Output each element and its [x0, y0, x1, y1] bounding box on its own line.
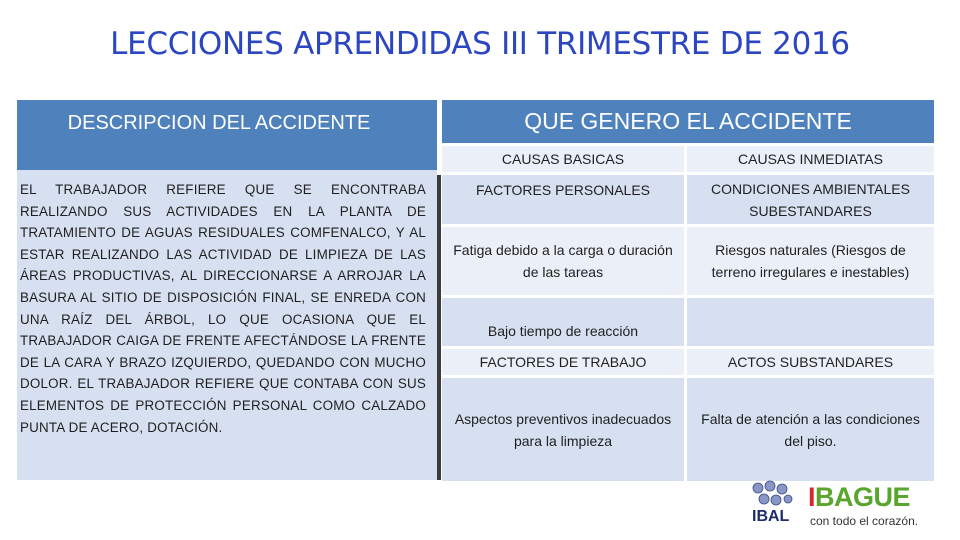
page-title: LECCIONES APRENDIDAS III TRIMESTRE DE 2016	[110, 26, 850, 62]
cell-reaction-time: Bajo tiempo de reacción	[442, 298, 684, 346]
col-header-basic-causes: CAUSAS BASICAS	[442, 146, 684, 172]
causes-header	[442, 100, 934, 143]
logo	[746, 478, 956, 540]
ibal-wordmark: IBAL	[752, 508, 790, 525]
ibague-initial: I	[808, 482, 816, 512]
panel-divider	[437, 175, 441, 480]
cell-substandard-acts: ACTOS SUBSTANDARES	[687, 349, 934, 375]
causes-heading: QUE GENERO EL ACCIDENTE	[524, 108, 852, 134]
ibague-wordmark	[808, 482, 940, 512]
molecule-icon	[748, 480, 798, 510]
description-panel	[17, 170, 437, 480]
description-header	[17, 100, 437, 170]
causes-table	[442, 100, 934, 481]
ibague-rest: BAGUE	[815, 482, 911, 512]
cell-environmental-conditions: CONDICIONES AMBIENTALES SUBESTANDARES	[687, 175, 934, 224]
description-heading: DESCRIPCION DEL ACCIDENTE	[67, 112, 371, 134]
cell-personal-factors: FACTORES PERSONALES	[442, 175, 684, 224]
col-header-immediate-causes: CAUSAS INMEDIATAS	[687, 146, 934, 172]
ibague-slogan: con todo el corazón.	[810, 514, 919, 528]
cell-natural-risks: Riesgos naturales (Riesgos de terreno irregulares e inestables)	[687, 227, 934, 295]
cell-work-factors: FACTORES DE TRABAJO	[442, 349, 684, 375]
cell-floor-attention: Falta de atención a las condiciones del piso.	[687, 378, 934, 481]
cell-preventive-aspects: Aspectos preventivos inadecuados para la limpieza	[442, 378, 684, 481]
description-text: EL TRABAJADOR REFIERE QUE SE ENCONTRABA REALIZANDO SUS ACTIVIDADES EN LA PLANTA DE TRATAMIENTO DE AGUAS RESIDUALES COMFENALCO, Y AL ESTAR REALIZANDO LAS ACTIVIDAD DE LIMPIEZA DE LAS ÁREAS PRODUCTIVAS, AL DIRECCIONARSE A ARROJAR LA BASURA AL SITIO DE DISPOSICIÓN FINAL, SE ENREDA CON UNA RAÍZ DEL ÁRBOL, LO QUE OCASIONA QUE EL TRABAJADOR CAIGA DE FRENTE AFECTÁNDOSE LA FRENTE DE LA CARA Y BRAZO IZQUIERDO, QUEDANDO CON MUCHO DOLOR. EL TRABAJADOR REFIERE QUE CONTABA CON SUS ELEMENTOS DE PROTECCIÓN PERSONAL COMO CALZADO PUNTA DE ACERO, DOTACIÓN.	[20, 182, 426, 435]
cell-fatigue: Fatiga debido a la carga o duración de las tareas	[442, 227, 684, 295]
cell-empty	[687, 298, 934, 346]
